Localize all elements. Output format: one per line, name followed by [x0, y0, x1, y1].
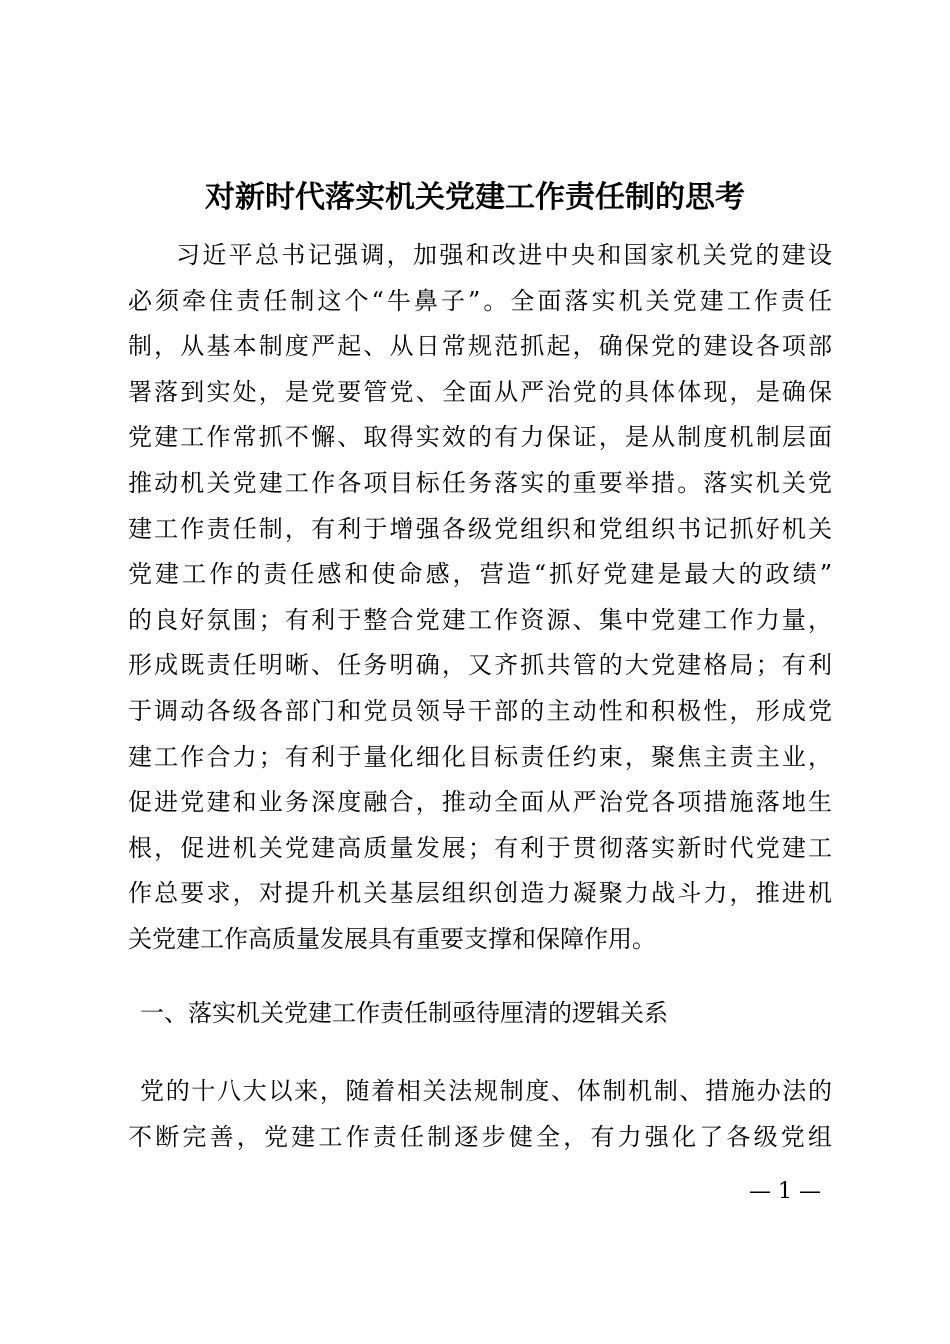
paragraph-line: 党建工作常抓不懈、取得实效的有力保证，是从制度机制层面 [128, 423, 832, 452]
document-title: 对新时代落实机关党建工作责任制的思考 [205, 180, 745, 215]
paragraph-line: 制，从基本制度严起、从日常规范抓起，确保党的建设各项部 [128, 332, 832, 361]
paragraph-line: 署落到实处，是党要管党、全面从严治党的具体体现，是确保 [128, 377, 832, 406]
paragraph-line: 必须牵住责任制这个“牛鼻子”。全面落实机关党建工作责任 [128, 286, 832, 315]
paragraph-line: 形成既责任明晰、任务明确，又齐抓共管的大党建格局；有利 [128, 651, 832, 680]
paragraph-line: 促进党建和业务深度融合，推动全面从严治党各项措施落地生 [128, 788, 832, 817]
intro-paragraph [128, 233, 832, 963]
paragraph-line: 推动机关党建工作各项目标任务落实的重要举措。落实机关党 [128, 468, 832, 497]
paragraph-line: 于调动各级各部门和党员领导干部的主动性和积极性，形成党 [128, 696, 832, 725]
paragraph-line: 党建工作的责任感和使命感，营造“抓好党建是最大的政绩” [128, 560, 832, 589]
paragraph-line: 建工作合力；有利于量化细化目标责任约束，聚焦主责主业， [128, 742, 832, 771]
paragraph-line: 习近平总书记强调，加强和改进中央和国家机关党的建设 [176, 241, 832, 269]
paragraph-line: 的良好氛围；有利于整合党建工作资源、集中党建工作力量， [128, 605, 832, 634]
paragraph-line: 作总要求，对提升机关基层组织创造力凝聚力战斗力，推进机 [128, 879, 832, 908]
paragraph-line: 党的十八大以来，随着相关法规制度、体制机制、措施办法的 [140, 1077, 832, 1105]
section-paragraph [128, 1068, 832, 1160]
paragraph-line: 不断完善，党建工作责任制逐步健全，有力强化了各级党组 [128, 1123, 832, 1151]
paragraph-line: 建工作责任制，有利于增强各级党组织和党组织书记抓好机关 [128, 514, 832, 543]
section-heading: 一、落实机关党建工作责任制亟待厘清的逻辑关系 [140, 999, 668, 1027]
paragraph-line: 关党建工作高质量发展具有重要支撑和保障作用。 [128, 924, 656, 953]
paragraph-line: 根，促进机关党建高质量发展；有利于贯彻落实新时代党建工 [128, 833, 832, 862]
page-number: — 1 — [749, 1179, 821, 1204]
